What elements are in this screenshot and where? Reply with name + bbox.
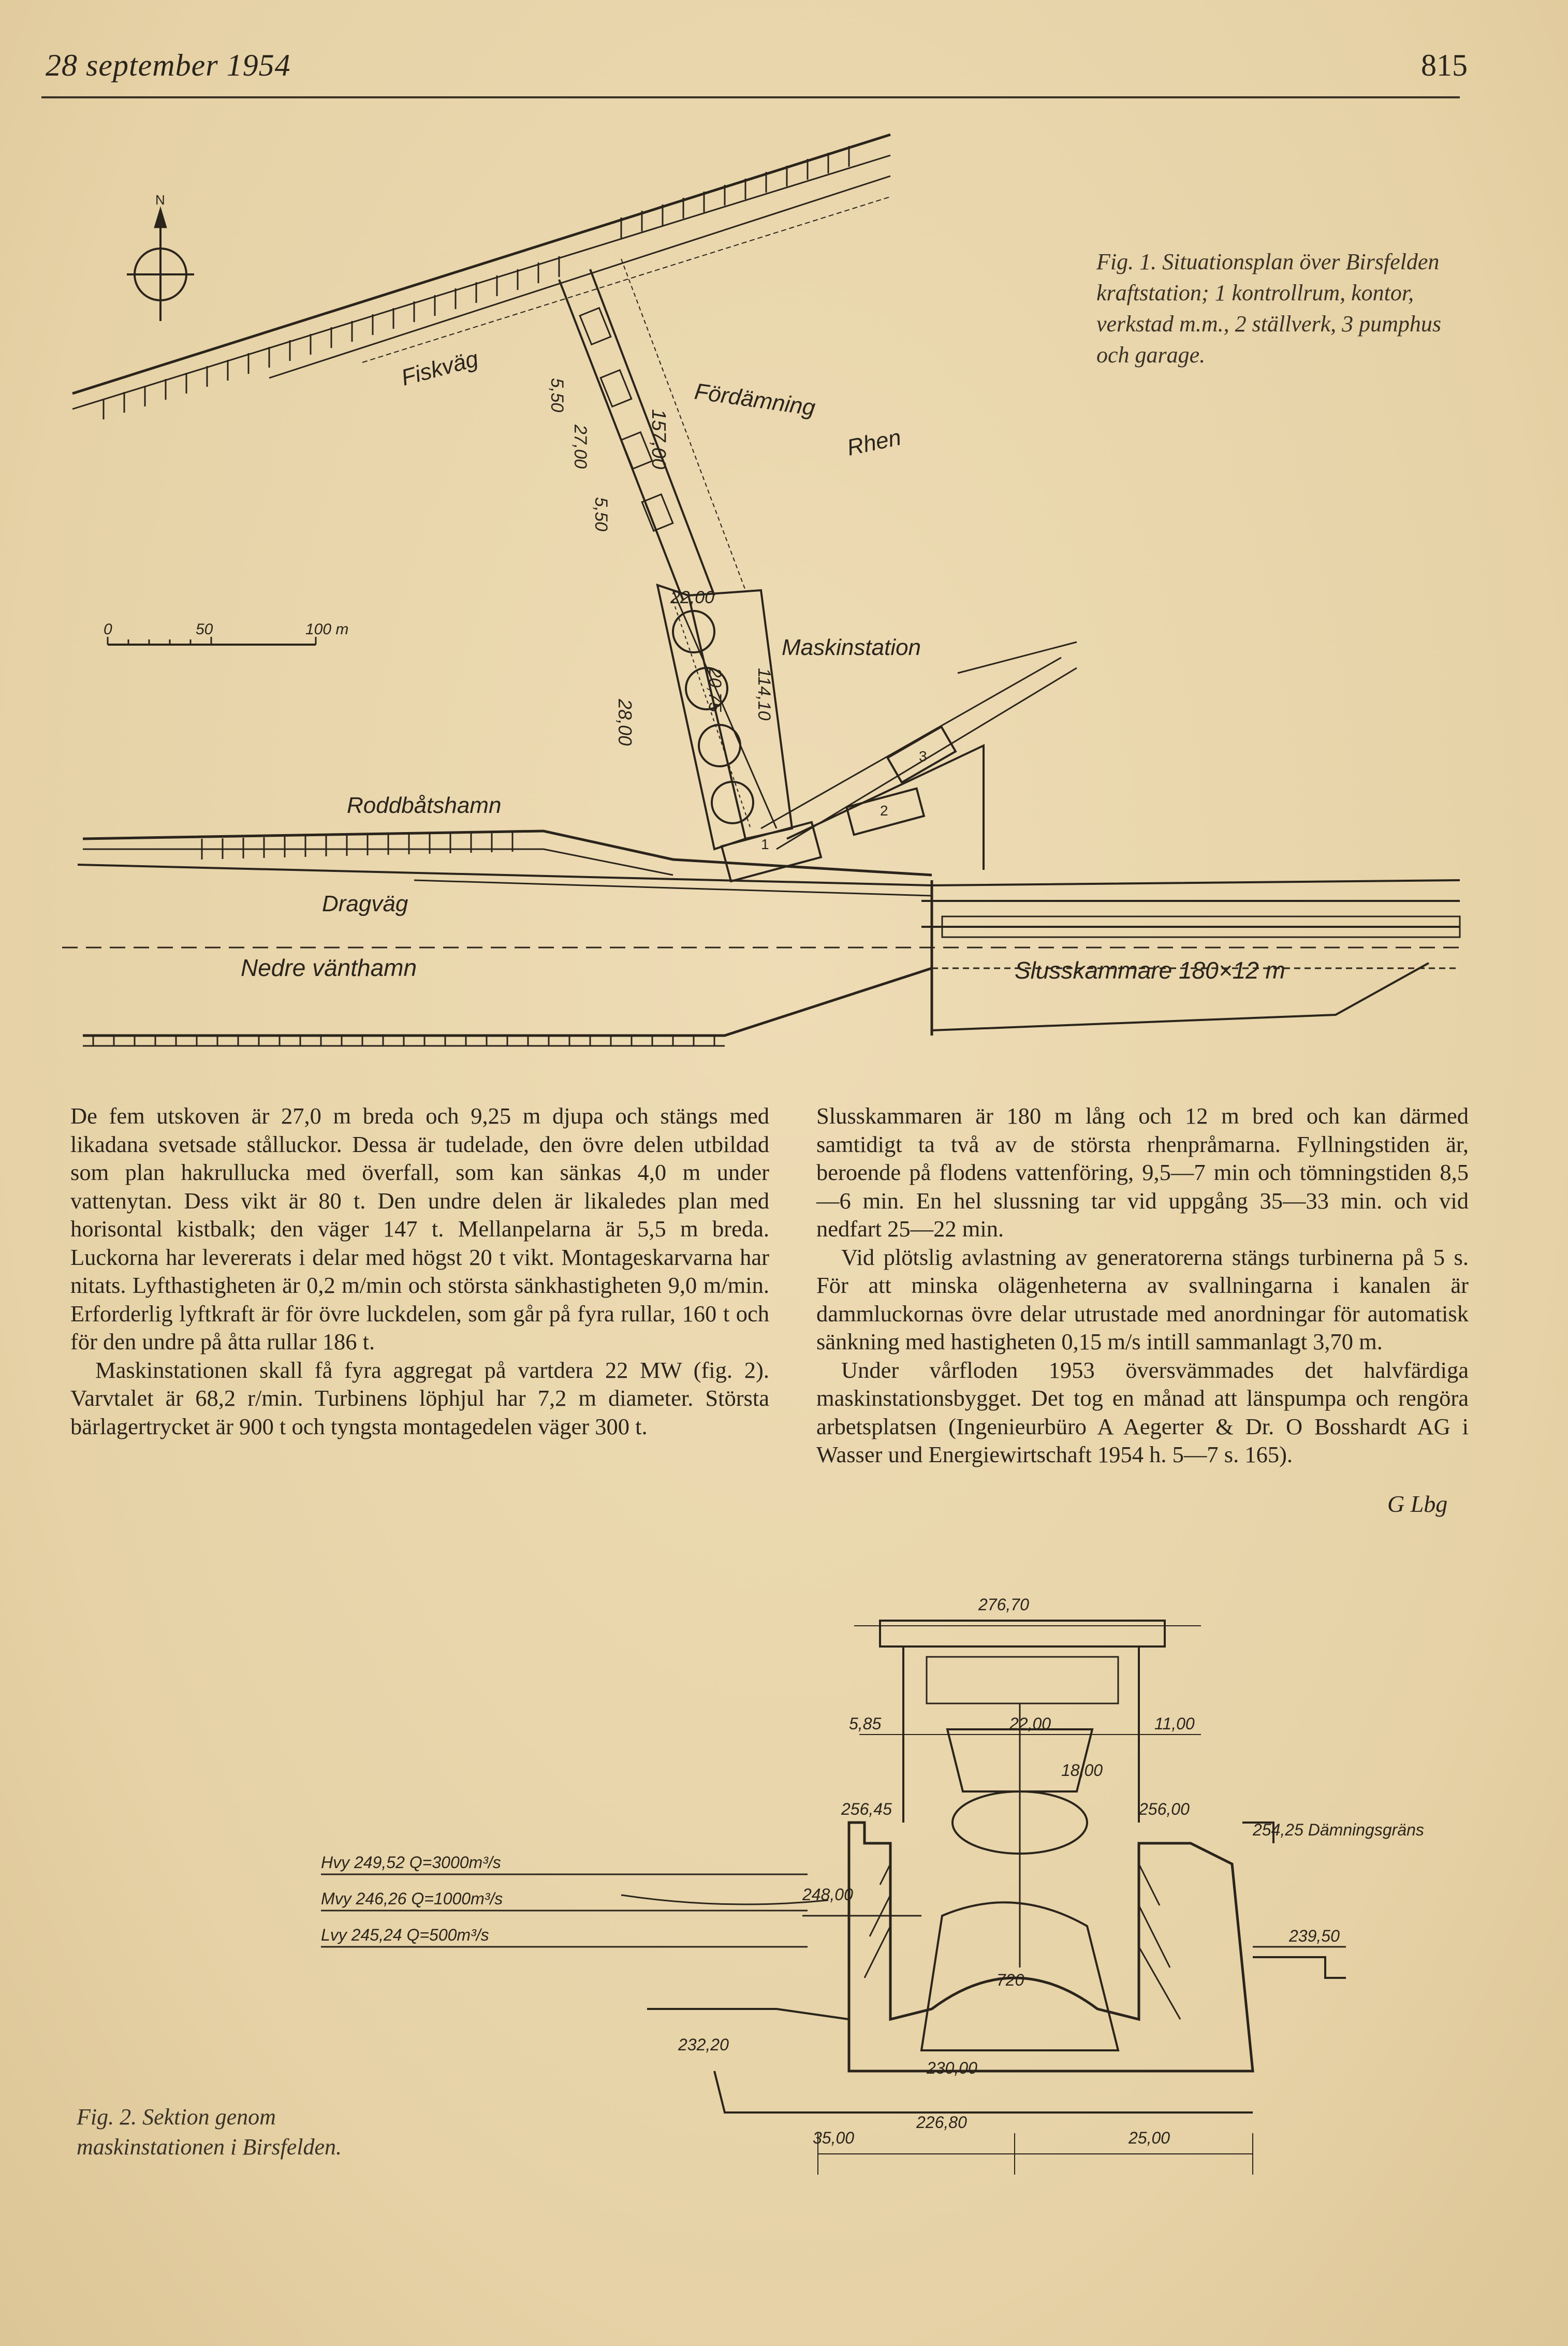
dim-label: 226,80 <box>916 2113 967 2132</box>
paragraph: Vid plötslig avlastning av generatorerna stängs turbinerna på 5 s. För att minska olägenheterna av svallningarna i kanalen är dammluckornas övre delar utrustade med anordningar för automatisk sänkning med hastigheten 0,15 m/s intill sammanlagt 3,70 m. <box>816 1244 1469 1354</box>
dim-label: 11,00 <box>1154 1714 1195 1733</box>
north-label: N <box>155 192 165 208</box>
paragraph: Under vårfloden 1953 översvämmades det halvfärdiga maskinstationsbygget. Det tog en månad att länspumpa och rengöra arbetsplatsen (Ingenieurbüro A Aegerter & Dr. O Bosshardt AG i Wasser und Energiewirtschaft 1954 h. 5—7 s. 165). <box>816 1357 1469 1467</box>
dim-label: 720 <box>997 1971 1024 1989</box>
fordamning-label: Fördämning <box>693 378 817 421</box>
dim-label: 22,00 <box>670 588 715 607</box>
building-marker: 1 <box>761 836 769 852</box>
paragraph: Slusskammaren är 180 m lång och 12 m bred och kan därmed samtidigt ta två av de största rhenpråmarna. Fyllningstiden är, beroende på flodens vattenföring, 9,5—7 min och tömningstiden 8,5—6 min. En hel slussning tar vid uppgång 35—33 min. och vid nedfart 25—22 min. <box>816 1103 1469 1242</box>
building-marker: 3 <box>919 748 927 764</box>
fiskvag-label: Fiskväg <box>398 346 481 391</box>
maskinstation-label: Maskinstation <box>782 635 921 660</box>
dim-label: 248,00 <box>802 1885 853 1904</box>
dim-label: 28,00 <box>614 699 636 746</box>
scale-hundred: 100 m <box>305 621 349 638</box>
dim-label: 18,00 <box>1061 1761 1103 1780</box>
building-marker: 2 <box>880 803 888 819</box>
dim-label: 5,50 <box>591 497 611 532</box>
water-level-label: Lvy 245,24 Q=500m³/s <box>321 1926 489 1944</box>
dim-label: 22,00 <box>1009 1714 1051 1733</box>
dim-label: 254,25 Dämningsgräns <box>1253 1820 1424 1839</box>
dim-label: 256,45 <box>841 1800 892 1818</box>
header-date: 28 september 1954 <box>46 48 291 82</box>
dim-label: 256,00 <box>1139 1800 1190 1818</box>
dim-label: 157,00 <box>648 409 669 470</box>
dim-label: 27,00 <box>570 425 590 469</box>
dim-label: 25,00 <box>1129 2129 1170 2147</box>
author-signature: G Lbg <box>1387 1491 1448 1517</box>
dragvag-label: Dragväg <box>322 891 408 916</box>
dim-label: 5,50 <box>547 378 567 413</box>
figure1-caption: Fig. 1. Situationsplan över Birsfelden kraftstation; 1 kontrollrum, kontor, verkstad m.m., 2 ställverk, 3 pumphus och garage. <box>1096 249 1442 368</box>
water-level-label: Mvy 246,26 Q=1000m³/s <box>321 1889 503 1908</box>
dam-body <box>849 1823 1253 2071</box>
nedre-vanthamn-label: Nedre vänthamn <box>241 954 417 981</box>
paragraph: De fem utskoven är 27,0 m breda och 9,25 m djupa och stängs med likadana svetsade stålluckor. Dessa är tudelade, den övre delen utbildad som plan hakrullucka med överfall, som kan sänkas 4,0 m under vattenytan. Dess vikt är 80 t. Den undre delen är likaledes plan med horisontal kistbalk; den väger 147 t. Mellanpelarna är 5,5 m breda. Luckorna har levererats i delar med högst 20 t vikt. Montageskarvarna har nitats. Lyfthastigheten är 0,2 m/min och största sänkhastigheten 9,0 m/min. Erforderlig lyftkraft är för övre luckdelen, som går på fyra rullar, 160 t och för den undre på åtta rullar 186 t. <box>70 1103 769 1354</box>
scale-fifty: 50 <box>196 621 213 638</box>
river-bed <box>647 2009 849 2019</box>
dim-label: 232,20 <box>678 2035 729 2054</box>
scale-zero: 0 <box>104 621 112 638</box>
dim-label: 114,10 <box>754 668 774 721</box>
figure2-caption: Fig. 2. Sektion genom maskinstationen i Birsfelden. <box>77 2104 342 2160</box>
page-number: 815 <box>1421 48 1468 82</box>
dim-label: 20,75 <box>705 668 725 712</box>
dim-label: 5,85 <box>849 1714 882 1733</box>
rhen-label: Rhen <box>844 424 903 461</box>
dim-label: 239,50 <box>1289 1927 1340 1945</box>
water-level-label: Hvy 249,52 Q=3000m³/s <box>321 1853 501 1872</box>
dim-label: 35,00 <box>813 2129 855 2147</box>
dim-label: 276,70 <box>978 1595 1029 1614</box>
station-roof <box>880 1621 1165 1646</box>
paragraph: Maskinstationen skall få fyra aggregat på vartdera 22 MW (fig. 2). Varvtalet är 68,2 r/min. Turbinens löphjul har 7,2 m diameter. Största bärlagertrycket är 900 t och tyngsta montagedelen väger 300 t. <box>70 1357 769 1439</box>
roddbatshamn-label: Roddbåtshamn <box>347 793 502 818</box>
dim-label: 230,00 <box>927 2059 977 2077</box>
slusskammare-label: Slusskammare 180×12 m <box>1015 957 1285 984</box>
